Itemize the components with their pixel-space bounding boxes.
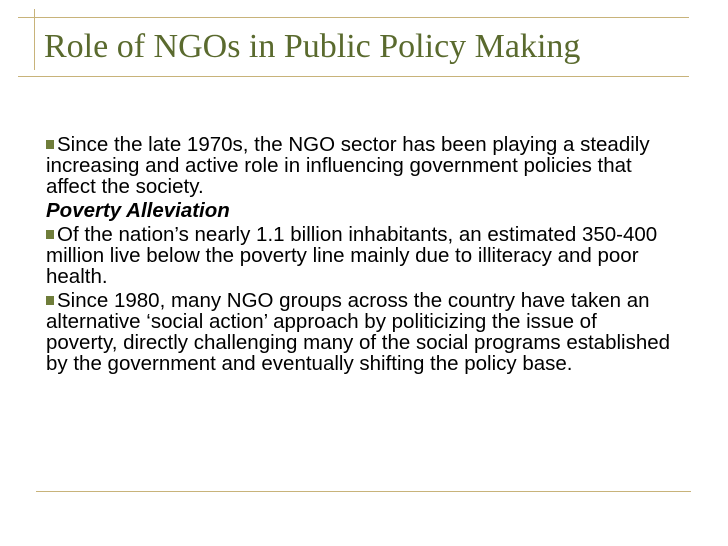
bullet-text: Since 1980, many NGO groups across the country have taken an alternative ‘social action’ approach by politicizing the issue of poverty, directly challenging many of the social programs established by the government and eventually shifting the policy base. — [46, 289, 671, 375]
left-divider — [34, 9, 35, 70]
bullet-text: Since the late 1970s, the NGO sector has been playing a steadily increasing and active role in influencing government policies that affect the society. — [46, 133, 650, 198]
bullet-item — [46, 290, 671, 374]
section-heading: Poverty Alleviation — [46, 199, 230, 222]
bullet-text: Of the nation’s nearly 1.1 billion inhabitants, an estimated 350-400 million live below the poverty line mainly due to illiteracy and poor health. — [46, 223, 658, 288]
slide-title: Role of NGOs in Public Policy Making — [44, 28, 581, 65]
bullet-item — [46, 134, 671, 197]
square-bullet-icon — [46, 230, 54, 239]
bottom-divider — [36, 491, 691, 492]
top-divider — [18, 17, 689, 18]
bullet-item — [46, 224, 671, 287]
title-divider — [18, 76, 689, 77]
square-bullet-icon — [46, 296, 54, 305]
square-bullet-icon — [46, 140, 54, 149]
slide-body — [46, 134, 671, 377]
